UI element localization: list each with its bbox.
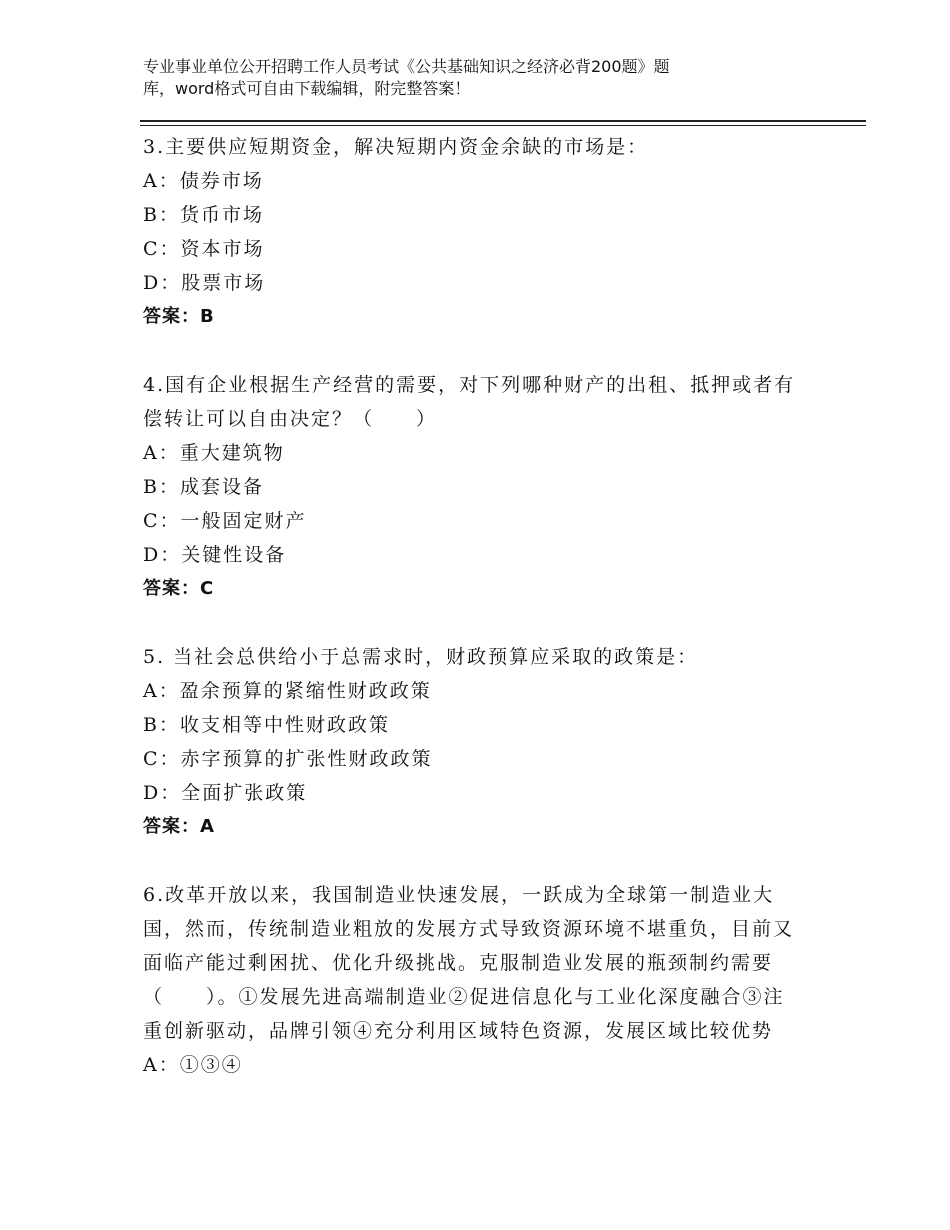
question-stem: 3.主要供应短期资金，解决短期内资金余缺的市场是：: [143, 136, 649, 158]
option-d: D：关键性设备: [143, 544, 287, 566]
answer: 答案：C: [143, 578, 215, 599]
answer: 答案：B: [143, 306, 215, 327]
question-4: [143, 368, 803, 606]
question-list: [143, 130, 803, 1116]
question-stem: 4.国有企业根据生产经营的需要，对下列哪种财产的出租、抵押或者有偿转让可以自由决定？（ ）: [143, 374, 796, 430]
option-a: A：重大建筑物: [143, 442, 285, 464]
header-line-1: 专业事业单位公开招聘工作人员考试《公共基础知识之经济必背200题》题: [143, 57, 670, 76]
question-5: [143, 640, 803, 844]
option-a: A：①③④: [143, 1054, 243, 1076]
option-a: A：债券市场: [143, 170, 264, 192]
question-stem: 5. 当社会总供给小于总需求时，财政预算应采取的政策是：: [143, 646, 699, 668]
question-3: [143, 130, 803, 334]
option-a: A：盈余预算的紧缩性财政政策: [143, 680, 432, 702]
option-c: C：资本市场: [143, 238, 265, 260]
document-header: [143, 56, 823, 100]
header-divider-thin: [140, 125, 866, 126]
option-c: C：一般固定财产: [143, 510, 307, 532]
option-c: C：赤字预算的扩张性财政政策: [143, 748, 433, 770]
question-6: [143, 878, 803, 1082]
option-b: B：成套设备: [143, 476, 264, 498]
answer: 答案：A: [143, 816, 215, 837]
option-b: B：货币市场: [143, 204, 264, 226]
option-d: D：股票市场: [143, 272, 266, 294]
header-line-2: 库，word格式可自由下载编辑，附完整答案！: [143, 79, 471, 98]
option-b: B：收支相等中性财政政策: [143, 714, 390, 736]
header-divider-thick: [140, 120, 866, 122]
option-d: D：全面扩张政策: [143, 782, 308, 804]
question-stem: 6.改革开放以来，我国制造业快速发展，一跃成为全球第一制造业大国，然而，传统制造业粗放的发展方式导致资源环境不堪重负，目前又面临产能过剩困扰、优化升级挑战。克服制造业发展的瓶颈制约需要（ ）。①发展先进高端制造业②促进信息化与工业化深度融合③注重创新驱动，品牌引领④充分利用区域特色资源，发展区域比较优势: [143, 884, 795, 1042]
